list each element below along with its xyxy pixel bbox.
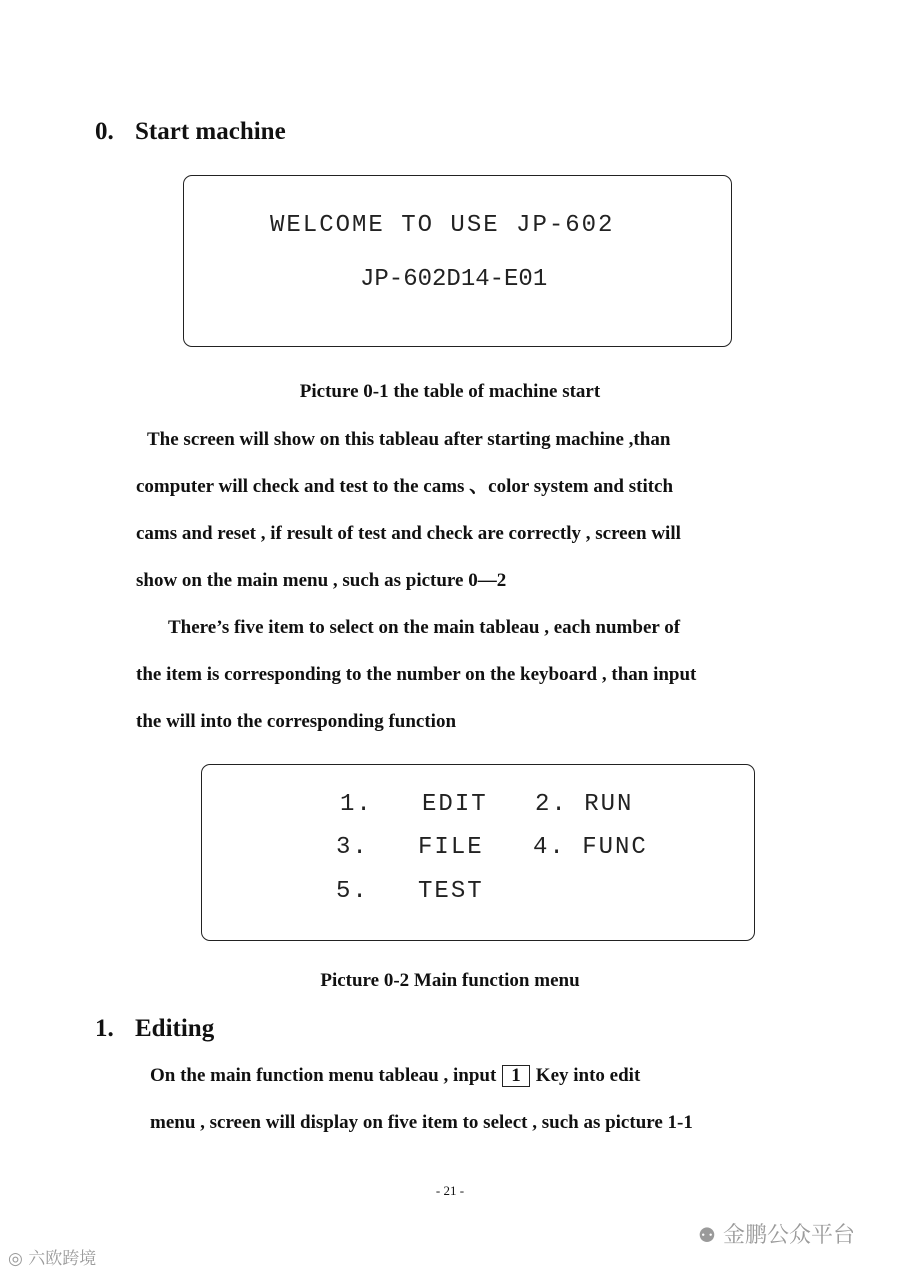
paragraph-line: The screen will show on this tableau after starting machine ,than: [147, 429, 671, 450]
menu-item-number: 3.: [336, 834, 369, 861]
section-heading-1: [95, 1015, 214, 1043]
watermark-left: [8, 1244, 96, 1269]
paragraph-line: cams and reset , if result of test and check are correctly , screen will: [136, 523, 681, 544]
firmware-version: JP-602D14-E01: [360, 266, 548, 293]
menu-item-label: RUN: [584, 791, 634, 818]
menu-item-func: [533, 834, 648, 861]
caption-picture-0-2: Picture 0-2 Main function menu: [320, 970, 580, 991]
watermark-text: 六欧跨境: [28, 1249, 97, 1269]
menu-item-file: [336, 834, 484, 861]
paragraph-line: computer will check and test to the cams 、color system and stitch: [136, 476, 674, 497]
menu-item-edit: [340, 791, 488, 818]
paragraph-line: show on the main menu , such as picture 0—2: [136, 570, 507, 591]
main-menu-screen: [201, 764, 755, 941]
menu-item-number: 5.: [336, 878, 369, 905]
menu-item-label: FUNC: [582, 834, 648, 861]
menu-item-label: FILE: [418, 834, 484, 861]
paragraph-line: There’s five item to select on the main tableau , each number of: [168, 617, 681, 638]
key-1-label: 1: [502, 1065, 530, 1087]
paragraph-line: [150, 1065, 640, 1087]
section-title: Start machine: [135, 118, 286, 145]
menu-item-label: EDIT: [422, 791, 488, 818]
paragraph-line: the item is corresponding to the number on the keyboard , than input: [136, 664, 697, 685]
watermark-text: 金鹏公众平台: [722, 1223, 855, 1248]
wechat-icon: ⚉: [698, 1223, 716, 1247]
menu-item-number: 1.: [340, 791, 373, 818]
paragraph-line: the will into the corresponding function: [136, 711, 457, 732]
weibo-icon: ◎: [8, 1249, 23, 1269]
paragraph-text: Key into edit: [535, 1065, 641, 1086]
menu-item-number: 2.: [535, 791, 568, 818]
page-number: - 21 -: [435, 1183, 465, 1198]
menu-item-number: 4.: [533, 834, 566, 861]
paragraph-line: menu , screen will display on five item to select , such as picture 1-1: [150, 1112, 693, 1133]
watermark-right: [698, 1218, 855, 1249]
menu-item-label: TEST: [418, 878, 484, 905]
section-heading-0: [95, 118, 286, 146]
welcome-line: WELCOME TO USE JP-602: [270, 212, 615, 239]
section-title: Editing: [135, 1015, 215, 1042]
machine-start-screen: [183, 175, 732, 347]
paragraph-text: On the main function menu tableau , input: [150, 1065, 497, 1086]
menu-item-run: [535, 791, 633, 818]
section-number: 0.: [95, 118, 114, 145]
section-number: 1.: [95, 1015, 114, 1042]
caption-picture-0-1: Picture 0-1 the table of machine start: [299, 381, 601, 402]
menu-item-test: [336, 878, 484, 905]
